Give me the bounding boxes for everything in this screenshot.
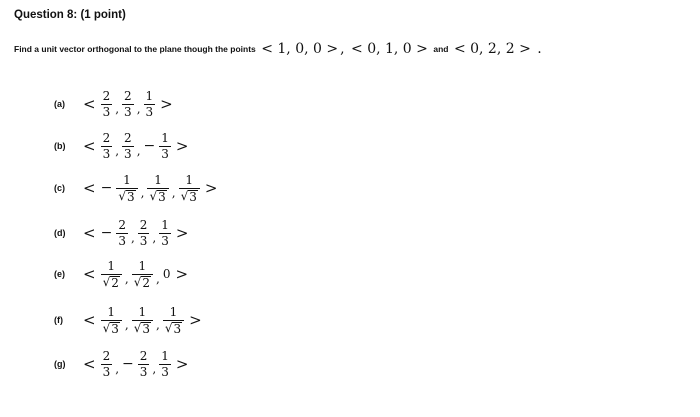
denominator bbox=[132, 322, 153, 335]
fraction bbox=[179, 174, 200, 203]
fraction bbox=[132, 306, 153, 335]
denominator bbox=[147, 190, 168, 203]
radicand: 3 bbox=[126, 189, 135, 204]
numerator: 2 bbox=[124, 88, 132, 103]
denominator: 3 bbox=[139, 233, 148, 248]
comma: , bbox=[171, 186, 176, 200]
open-angle: < bbox=[83, 311, 96, 329]
denominator: 3 bbox=[102, 146, 111, 161]
close-angle: > bbox=[160, 95, 173, 113]
denominator: 3 bbox=[145, 104, 154, 119]
numerator: 2 bbox=[102, 130, 111, 145]
numerator: 1 bbox=[138, 304, 147, 319]
and-word: and bbox=[433, 43, 449, 54]
question-title: Question 8: (1 point) bbox=[14, 9, 126, 21]
numerator: 1 bbox=[107, 304, 116, 319]
term-value: 0 bbox=[162, 267, 171, 281]
numerator: 1 bbox=[138, 258, 147, 273]
numerator: 1 bbox=[169, 304, 178, 319]
square-root bbox=[103, 276, 120, 289]
numerator: 1 bbox=[107, 258, 116, 273]
numerator: 1 bbox=[161, 217, 169, 232]
radicand: 2 bbox=[111, 275, 119, 290]
denominator bbox=[163, 322, 184, 335]
radicand: 3 bbox=[158, 189, 166, 204]
open-angle: < bbox=[83, 137, 96, 155]
square-root bbox=[103, 322, 120, 335]
close-angle: > bbox=[175, 355, 189, 373]
radical-sign: √ bbox=[164, 321, 173, 335]
denominator bbox=[132, 276, 153, 289]
numerator: 2 bbox=[139, 348, 148, 363]
comma: , bbox=[140, 186, 145, 200]
numerator: 2 bbox=[139, 217, 148, 232]
point-3: < 0, 2, 2 > bbox=[453, 40, 531, 57]
radical-sign: √ bbox=[180, 189, 189, 203]
choice-row[interactable] bbox=[54, 215, 191, 251]
comma: , bbox=[136, 144, 141, 158]
numerator: 1 bbox=[161, 130, 169, 145]
numerator: 2 bbox=[124, 130, 132, 145]
radical-sign: √ bbox=[102, 321, 111, 335]
fraction bbox=[101, 260, 122, 289]
denominator: 3 bbox=[124, 104, 132, 119]
fraction bbox=[116, 174, 137, 203]
denominator: 3 bbox=[102, 364, 111, 379]
fraction bbox=[144, 90, 156, 119]
radical-sign: √ bbox=[149, 189, 158, 203]
minus-sign: − bbox=[100, 180, 113, 196]
close-angle: > bbox=[204, 179, 218, 197]
numerator: 1 bbox=[185, 172, 194, 187]
fraction bbox=[116, 219, 128, 248]
minus-sign: − bbox=[143, 138, 156, 154]
square-root bbox=[165, 322, 182, 335]
comma: , bbox=[124, 272, 129, 286]
choice-row[interactable] bbox=[54, 170, 220, 206]
point-separator: , bbox=[340, 40, 345, 57]
denominator: 3 bbox=[118, 233, 126, 248]
denominator: 3 bbox=[161, 364, 169, 379]
choice-letter: (b) bbox=[54, 141, 66, 151]
square-root bbox=[134, 276, 151, 289]
comma: , bbox=[115, 362, 120, 376]
choice-row[interactable] bbox=[54, 86, 176, 122]
comma: , bbox=[152, 231, 157, 245]
choice-row[interactable] bbox=[54, 302, 205, 338]
radical-sign: √ bbox=[102, 275, 111, 289]
radicand: 3 bbox=[189, 189, 197, 204]
radical-sign: √ bbox=[118, 189, 126, 203]
fraction bbox=[122, 90, 134, 119]
fraction bbox=[132, 260, 153, 289]
comma: , bbox=[152, 362, 157, 376]
prompt-period: . bbox=[537, 40, 542, 57]
square-root bbox=[118, 190, 135, 203]
fraction bbox=[138, 219, 150, 248]
fraction bbox=[101, 306, 122, 335]
denominator: 3 bbox=[102, 104, 111, 119]
choice-letter: (g) bbox=[54, 359, 66, 369]
comma: , bbox=[156, 272, 160, 286]
point-2: < 0, 1, 0 > bbox=[351, 40, 428, 57]
fraction bbox=[138, 350, 150, 379]
fraction bbox=[101, 132, 113, 161]
comma: , bbox=[156, 318, 160, 332]
denominator: 3 bbox=[139, 364, 148, 379]
denominator bbox=[179, 190, 200, 203]
choice-row[interactable] bbox=[54, 128, 191, 164]
fraction bbox=[159, 350, 171, 379]
point-1: < 1, 0, 0 > bbox=[261, 40, 339, 57]
comma: , bbox=[130, 231, 135, 245]
fraction bbox=[101, 90, 113, 119]
choice-row[interactable] bbox=[54, 346, 191, 382]
comma: , bbox=[136, 102, 141, 116]
choice-letter: (e) bbox=[54, 269, 65, 279]
numerator: 2 bbox=[102, 348, 111, 363]
choice-letter: (d) bbox=[54, 228, 66, 238]
denominator: 3 bbox=[124, 146, 132, 161]
radicand: 3 bbox=[173, 321, 182, 336]
denominator bbox=[116, 190, 137, 203]
numerator: 1 bbox=[145, 88, 154, 103]
radicand: 2 bbox=[142, 275, 150, 290]
fraction bbox=[147, 174, 168, 203]
denominator: 3 bbox=[161, 146, 169, 161]
square-root bbox=[181, 190, 198, 203]
prompt-text: Find a unit vector orthogonal to the plane though the points bbox=[14, 43, 256, 54]
radical-sign: √ bbox=[133, 321, 142, 335]
comma: , bbox=[124, 318, 129, 332]
fraction bbox=[159, 219, 171, 248]
fraction bbox=[122, 132, 134, 161]
denominator bbox=[101, 276, 122, 289]
choice-letter: (f) bbox=[54, 315, 63, 325]
close-angle: > bbox=[189, 311, 202, 329]
numerator: 1 bbox=[161, 348, 169, 363]
open-angle: < bbox=[83, 355, 96, 373]
close-angle: > bbox=[175, 137, 189, 155]
minus-sign: − bbox=[100, 225, 113, 241]
open-angle: < bbox=[83, 224, 96, 242]
comma: , bbox=[115, 144, 120, 158]
fraction bbox=[163, 306, 184, 335]
open-angle: < bbox=[83, 95, 96, 113]
square-root bbox=[149, 190, 166, 203]
choice-letter: (c) bbox=[54, 183, 65, 193]
numerator: 2 bbox=[118, 217, 126, 232]
radicand: 3 bbox=[111, 321, 119, 336]
numerator: 2 bbox=[102, 88, 111, 103]
numerator: 1 bbox=[123, 172, 131, 187]
choice-letter: (a) bbox=[54, 99, 65, 109]
minus-sign: − bbox=[122, 356, 134, 372]
close-angle: > bbox=[175, 224, 189, 242]
choice-row[interactable] bbox=[54, 256, 191, 292]
denominator: 3 bbox=[161, 233, 169, 248]
comma: , bbox=[115, 102, 120, 116]
radical-sign: √ bbox=[133, 275, 142, 289]
open-angle: < bbox=[83, 179, 96, 197]
fraction bbox=[101, 350, 113, 379]
square-root bbox=[134, 322, 151, 335]
fraction bbox=[159, 132, 171, 161]
open-angle: < bbox=[83, 265, 96, 283]
radicand: 3 bbox=[142, 321, 150, 336]
denominator bbox=[101, 322, 122, 335]
close-angle: > bbox=[175, 265, 189, 283]
question-prompt bbox=[14, 40, 543, 58]
numerator: 1 bbox=[154, 172, 162, 187]
